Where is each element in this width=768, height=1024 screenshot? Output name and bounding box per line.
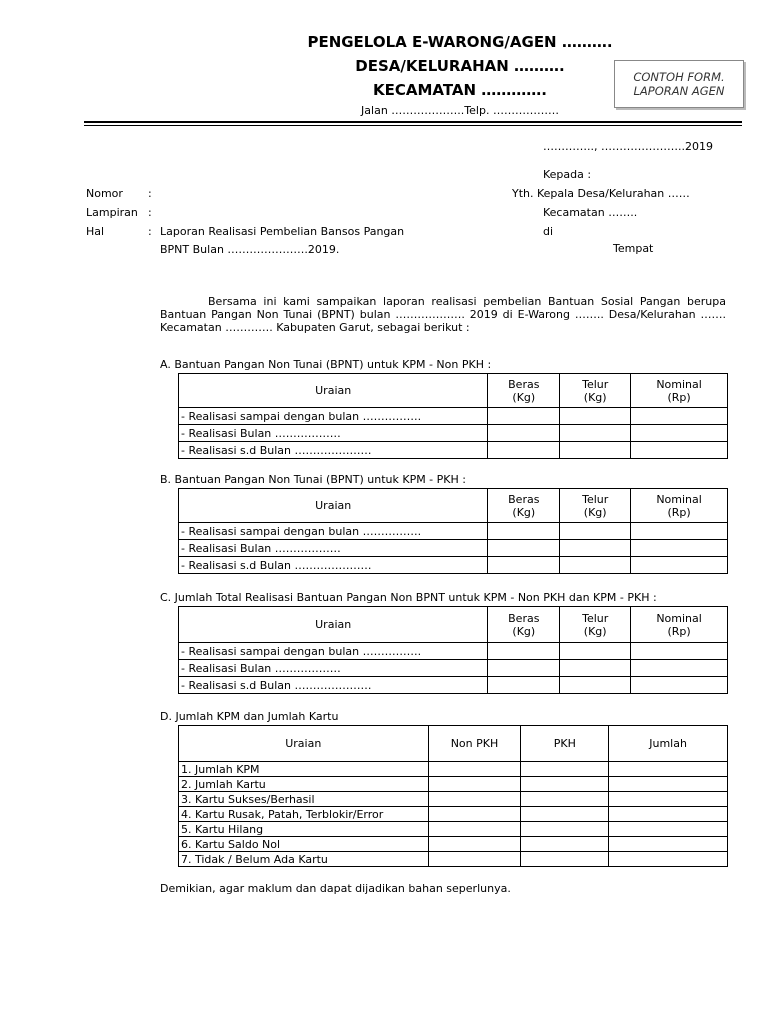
cell-pkh[interactable]	[521, 822, 609, 837]
header-nominal	[631, 374, 728, 408]
hal-label: Hal	[86, 225, 105, 238]
cell-non-pkh[interactable]	[428, 762, 521, 777]
header-nominal-label: Nominal	[656, 492, 702, 506]
org-title-line1: PENGELOLA E-WARONG/AGEN ……….	[307, 33, 613, 51]
header-telur-unit: (Kg)	[583, 624, 607, 638]
table-row	[179, 643, 728, 660]
cell-jumlah[interactable]	[609, 822, 728, 837]
recipient-di: di	[543, 225, 554, 238]
cell-pkh[interactable]	[521, 852, 609, 867]
row-label: 5. Kartu Hilang	[179, 822, 429, 837]
cell-non-pkh[interactable]	[428, 822, 521, 837]
header-non-pkh: Non PKH	[428, 726, 521, 762]
table-row	[179, 540, 728, 557]
row-label: - Realisasi s.d Bulan …………………	[179, 557, 488, 574]
cell-nominal[interactable]	[631, 557, 728, 574]
cell-nominal[interactable]	[631, 425, 728, 442]
nomor-colon: :	[148, 187, 152, 200]
cell-jumlah[interactable]	[609, 762, 728, 777]
header-telur	[560, 374, 631, 408]
cell-telur[interactable]	[560, 442, 631, 459]
cell-telur[interactable]	[560, 677, 631, 694]
header-beras-unit: (Kg)	[512, 624, 536, 638]
header-nominal-label: Nominal	[656, 377, 702, 391]
row-label: 3. Kartu Sukses/Berhasil	[179, 792, 429, 807]
recipient-kecamatan: Kecamatan ……..	[543, 206, 638, 219]
table-row	[179, 408, 728, 425]
header-uraian: Uraian	[179, 607, 488, 643]
cell-beras[interactable]	[488, 425, 560, 442]
table-row	[179, 762, 728, 777]
recipient-yth: Yth. Kepala Desa/Kelurahan ……	[512, 187, 690, 200]
cell-beras[interactable]	[488, 442, 560, 459]
header-nominal-unit: (Rp)	[667, 390, 691, 404]
header-telur-unit: (Kg)	[583, 505, 607, 519]
cell-jumlah[interactable]	[609, 792, 728, 807]
header-nominal-label: Nominal	[656, 611, 702, 625]
letter-date: ………….., …………………..2019	[543, 140, 713, 153]
table-row	[179, 852, 728, 867]
org-title-line2: DESA/KELURAHAN ……….	[355, 57, 565, 75]
stamp-line1: CONTOH FORM.	[633, 70, 725, 84]
cell-beras[interactable]	[488, 557, 560, 574]
header-telur	[560, 607, 631, 643]
cell-non-pkh[interactable]	[428, 852, 521, 867]
row-label: 6. Kartu Saldo Nol	[179, 837, 429, 852]
recipient-tempat: Tempat	[613, 242, 654, 255]
header-beras-unit: (Kg)	[512, 505, 536, 519]
cell-non-pkh[interactable]	[428, 837, 521, 852]
nomor-label: Nomor	[86, 187, 123, 200]
header-uraian: Uraian	[179, 726, 429, 762]
cell-jumlah[interactable]	[609, 807, 728, 822]
cell-nominal[interactable]	[631, 677, 728, 694]
cell-beras[interactable]	[488, 408, 560, 425]
header-jumlah: Jumlah	[609, 726, 728, 762]
header-uraian: Uraian	[179, 374, 488, 408]
cell-nominal[interactable]	[631, 643, 728, 660]
cell-telur[interactable]	[560, 557, 631, 574]
header-beras	[488, 374, 560, 408]
cell-non-pkh[interactable]	[428, 807, 521, 822]
header-pkh: PKH	[521, 726, 609, 762]
cell-beras[interactable]	[488, 660, 560, 677]
table-a	[178, 373, 728, 459]
row-label: 4. Kartu Rusak, Patah, Terblokir/Error	[179, 807, 429, 822]
section-a-title: A. Bantuan Pangan Non Tunai (BPNT) untuk KPM - Non PKH :	[160, 358, 492, 371]
header-beras	[488, 607, 560, 643]
closing-sentence: Demikian, agar maklum dan dapat dijadikan bahan seperlunya.	[160, 882, 511, 895]
cell-nominal[interactable]	[631, 540, 728, 557]
row-label: - Realisasi Bulan ………………	[179, 540, 488, 557]
header-nominal-unit: (Rp)	[667, 624, 691, 638]
header-telur-unit: (Kg)	[583, 390, 607, 404]
cell-jumlah[interactable]	[609, 777, 728, 792]
cell-nominal[interactable]	[631, 408, 728, 425]
letterhead-rule-thin	[84, 125, 742, 126]
cell-beras[interactable]	[488, 523, 560, 540]
table-row	[179, 677, 728, 694]
row-label: 7. Tidak / Belum Ada Kartu	[179, 852, 429, 867]
row-label: - Realisasi Bulan ………………	[179, 425, 488, 442]
lampiran-colon: :	[148, 206, 152, 219]
hal-colon: :	[148, 225, 152, 238]
header-telur-label: Telur	[582, 611, 609, 625]
lampiran-label: Lampiran	[86, 206, 138, 219]
cell-beras[interactable]	[488, 643, 560, 660]
table-row	[179, 660, 728, 677]
cell-nominal[interactable]	[631, 442, 728, 459]
row-label: - Realisasi sampai dengan bulan …………….	[179, 523, 488, 540]
cell-pkh[interactable]	[521, 792, 609, 807]
section-d-title: D. Jumlah KPM dan Jumlah Kartu	[160, 710, 339, 723]
header-beras	[488, 489, 560, 523]
letterhead-rule-thick	[84, 121, 742, 123]
header-beras-unit: (Kg)	[512, 390, 536, 404]
table-row	[179, 777, 728, 792]
section-b-title: B. Bantuan Pangan Non Tunai (BPNT) untuk KPM - PKH :	[160, 473, 466, 486]
header-telur-label: Telur	[582, 377, 609, 391]
header-beras-label: Beras	[508, 492, 540, 506]
cell-jumlah[interactable]	[609, 837, 728, 852]
cell-pkh[interactable]	[521, 762, 609, 777]
row-label: - Realisasi sampai dengan bulan …………….	[179, 408, 488, 425]
recipient-kepada: Kepada :	[543, 168, 592, 181]
row-label: 1. Jumlah KPM	[179, 762, 429, 777]
cell-pkh[interactable]	[521, 807, 609, 822]
sample-form-stamp	[614, 60, 744, 108]
table-row	[179, 807, 728, 822]
header-beras-label: Beras	[508, 611, 540, 625]
cell-pkh[interactable]	[521, 837, 609, 852]
cell-telur[interactable]	[560, 540, 631, 557]
row-label: - Realisasi sampai dengan bulan …………….	[179, 643, 488, 660]
section-c-title: C. Jumlah Total Realisasi Bantuan Pangan Non BPNT untuk KPM - Non PKH dan KPM - PKH :	[160, 591, 657, 604]
org-address: Jalan ………………..Telp. ………………	[361, 104, 559, 117]
row-label: - Realisasi Bulan ………………	[179, 660, 488, 677]
cell-nominal[interactable]	[631, 523, 728, 540]
cell-non-pkh[interactable]	[428, 792, 521, 807]
header-nominal-unit: (Rp)	[667, 505, 691, 519]
cell-beras[interactable]	[488, 540, 560, 557]
row-label: - Realisasi s.d Bulan …………………	[179, 677, 488, 694]
cell-pkh[interactable]	[521, 777, 609, 792]
table-row	[179, 442, 728, 459]
cell-telur[interactable]	[560, 643, 631, 660]
header-uraian: Uraian	[179, 489, 488, 523]
stamp-line2: LAPORAN AGEN	[633, 84, 725, 98]
cell-jumlah[interactable]	[609, 852, 728, 867]
cell-telur[interactable]	[560, 523, 631, 540]
table-row	[179, 792, 728, 807]
hal-value-line2: BPNT Bulan ………………….2019.	[160, 243, 340, 256]
header-telur-label: Telur	[582, 492, 609, 506]
table-d	[178, 725, 728, 867]
table-row	[179, 837, 728, 852]
table-row	[179, 557, 728, 574]
table-b	[178, 488, 728, 574]
row-label: 2. Jumlah Kartu	[179, 777, 429, 792]
header-nominal	[631, 607, 728, 643]
cell-beras[interactable]	[488, 677, 560, 694]
cell-telur[interactable]	[560, 425, 631, 442]
hal-value-line1: Laporan Realisasi Pembelian Bansos Pangan	[160, 225, 405, 238]
cell-telur[interactable]	[560, 660, 631, 677]
header-nominal	[631, 489, 728, 523]
header-telur	[560, 489, 631, 523]
table-row	[179, 523, 728, 540]
cell-non-pkh[interactable]	[428, 777, 521, 792]
cell-nominal[interactable]	[631, 660, 728, 677]
org-title-line3: KECAMATAN ………….	[372, 81, 547, 99]
header-beras-label: Beras	[508, 377, 540, 391]
row-label: - Realisasi s.d Bulan …………………	[179, 442, 488, 459]
table-c	[178, 606, 728, 694]
table-row	[179, 425, 728, 442]
body-paragraph: Bersama ini kami sampaikan laporan realisasi pembelian Bantuan Sosial Pangan berupa Bantuan Pangan Non Tunai (BPNT) bulan ………………. 2019 di E-Warong …….. Desa/Kelurahan ……. Kecamatan …………. Kabupaten Garut, sebagai berikut :	[160, 295, 726, 334]
table-row	[179, 822, 728, 837]
cell-telur[interactable]	[560, 408, 631, 425]
